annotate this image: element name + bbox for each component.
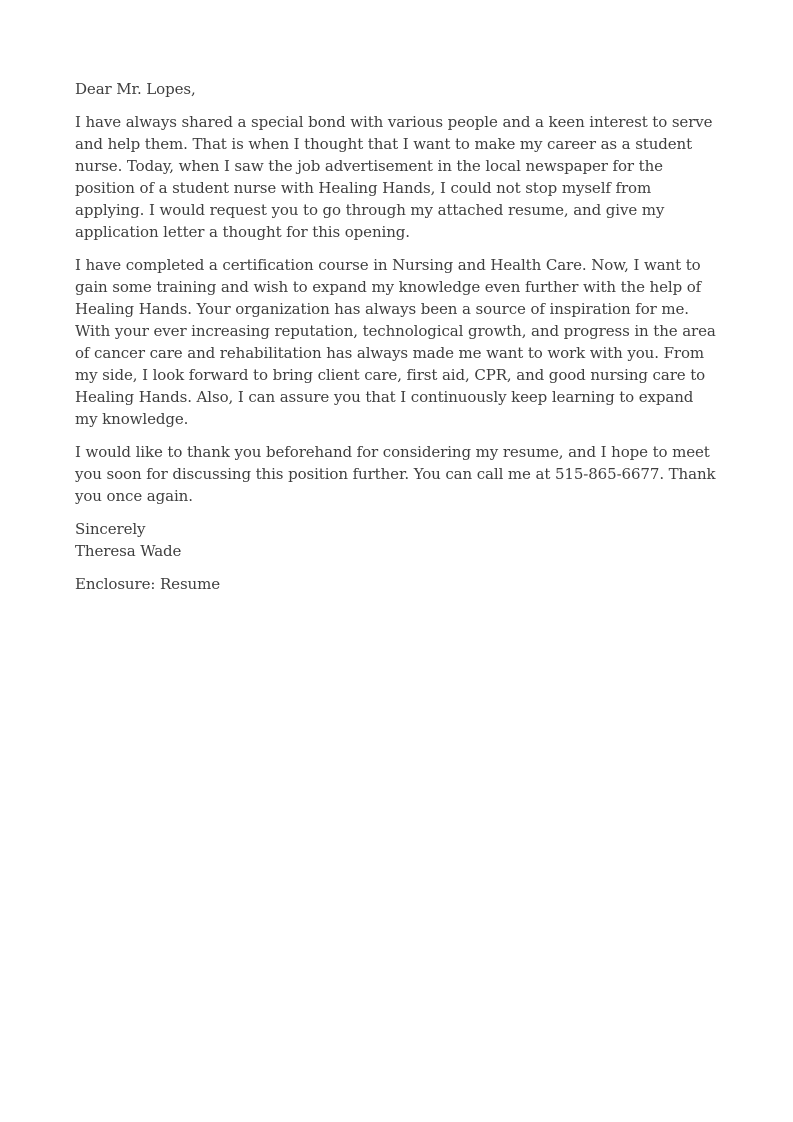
closing-word: Sincerely [75, 520, 146, 538]
letter-paragraph-intro: I have always shared a special bond with various people and a keen interest to serve and help them. That is when I thought that I want to make my career as a student nurse. Today, when I saw the job advertisement in the local newspaper for the position of a student nurse with Healing Hands, I could not stop myself from applying. I would request you to go through my attached resume, and give my application letter a thought for this opening. [75, 113, 713, 241]
closing-block [75, 518, 719, 562]
letter-paragraph-qualifications: I have completed a certification course in Nursing and Health Care. Now, I want to gain some training and wish to expand my knowledge even further with the help of Healing Hands. Your organization has always been a source of inspiration for me. With your ever increasing reputation, technological growth, and progress in the area of cancer care and rehabilitation has always made me want to work with you. From my side, I look forward to bring client care, first aid, CPR, and good nursing care to Healing Hands. Also, I can assure you that I continuously keep learning to expand my knowledge. [75, 256, 716, 428]
signature-name: Theresa Wade [75, 542, 182, 560]
enclosure-line: Enclosure: Resume [75, 575, 220, 593]
letter-paragraph-thanks: I would like to thank you beforehand for considering my resume, and I hope to meet you soon for discussing this position further. You can call me at 515-865-6677. Thank you once again. [75, 443, 716, 505]
salutation: Dear Mr. Lopes, [75, 80, 196, 98]
